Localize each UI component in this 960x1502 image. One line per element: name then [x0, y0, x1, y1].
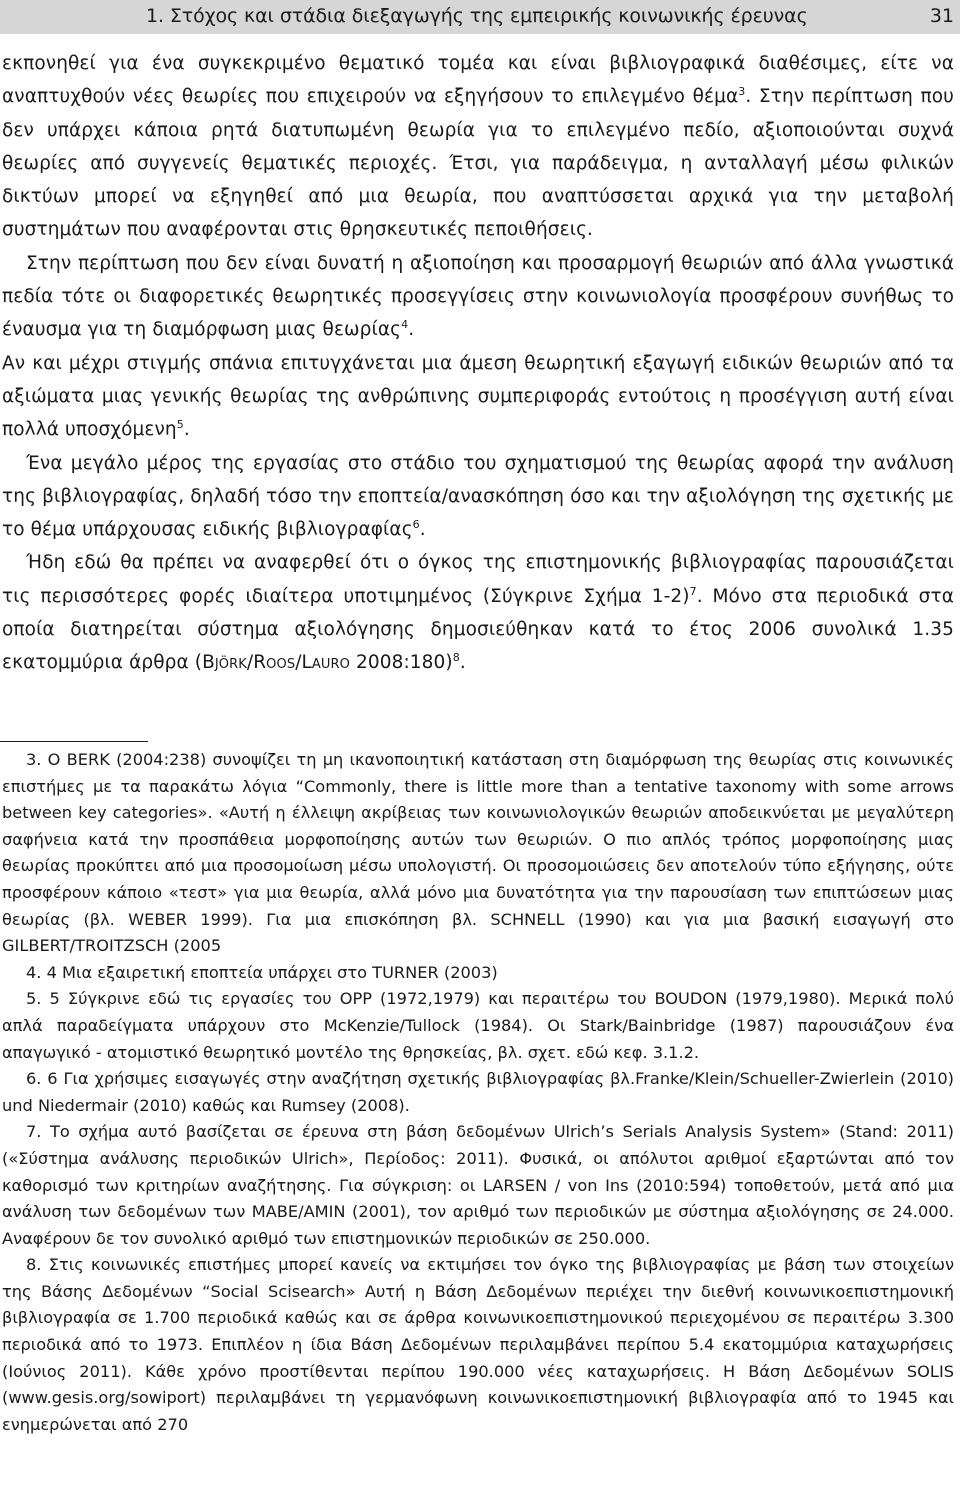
paragraph-5-end: .	[459, 652, 466, 674]
running-header	[0, 0, 960, 34]
footnote-5: 5. 5 Σύγκρινε εδώ τις εργασίες του OPP (1972,1979) και περαιτέρω του BOUDON (1979,1980). Μερικά πολύ απλά παραδείγματα υπάρχουν στο McKenzie/Tullock (1984). Οι Stark/Bainbridge (1987) παρουσιάζουν ένα απαγωγικό - ατομιστικό θεωρητικό μοντέλο της θρησκείας, βλ. σχετ. εδώ κεφ. 3.1.2.	[2, 989, 954, 1062]
footnote-6: 6. 6 Για χρήσιμες εισαγωγές στην αναζήτηση σχετικής βιβλιογραφίας βλ.Franke/Klein/Schueller-Zwierlein (2010) und Niedermair (2010) καθώς και Rumsey (2008).	[2, 1069, 954, 1115]
paragraph-5-mid: . Μόνο στα περιοδικά στα οποία διατηρείται σύστημα αξιολόγησης δημοσιεύθηκαν κατά το έτος 2006 συνολικά 1.35 εκατομμύρια άρθρα (	[2, 585, 954, 674]
paragraph-3	[2, 347, 954, 447]
paragraph-4-text: Ένα μεγάλο μέρος της εργασίας στο στάδιο του σχηματισμού της θεωρίας αφορά την ανάλυση της βιβλιογραφίας, δηλαδή τόσο την εποπτεία/ανασκόπηση όσο και την αξιολόγηση της σχετικής με το θέμα υπάρχουσας ειδικής βιβλιογραφίας	[2, 452, 954, 541]
footnote-ref-7[interactable]: 7	[689, 584, 697, 598]
paragraph-1	[2, 47, 954, 247]
footnote-ref-8[interactable]: 8	[452, 651, 460, 665]
paragraph-3-text: Αν και μέχρι στιγμής σπάνια επιτυγχάνεται μια άμεση θεωρητική εξαγωγή ειδικών θεωριών από τα αξιώματα μιας γενικής θεωρίας της ανθρώπινης συμπεριφοράς εντούτοις η προσέγγιση αυτή είναι πολλά υποσχόμενη	[2, 352, 954, 441]
chapter-title: 1. Στόχος και στάδια διεξαγωγής της εμπειρικής κοινωνικής έρευνας	[146, 5, 808, 27]
footnote-ref-4[interactable]: 4	[401, 318, 409, 332]
footnote-ref-3[interactable]: 3	[738, 85, 746, 99]
footnote-ref-6[interactable]: 6	[412, 518, 420, 531]
footnote-7: 7. Το σχήμα αυτό βασίζεται σε έρευνα στη βάση δεδομένων Ulrich’s Serials Analysis System» (Stand: 2011) («Σύστημα ανάλυσης περιοδικών Ulrich», Περίοδος: 2011). Φυσικά, οι απόλυτοι αριθμοί εξαρτώνται από τον καθορισμό των κριτηρίων αναζήτησης. Για σύγκριση: οι LARSEN / von Ins (2010:594) τοποθετούν, μετά από μια ανάλυση των δεδομένων των MABE/AMIN (2001), τον αριθμό των περιοδικών με σύστημα αξιολόγησης σε 24.000. Αναφέρουν δε τον συνολικό αριθμό των επιστημονικών περιοδικών σε 250.000.	[2, 1122, 954, 1248]
paragraph-2-text: Στην περίπτωση που δεν είναι δυνατή η αξιοποίηση και προσαρμογή θεωριών από άλλα γνωστικά πεδία τότε οι διαφορετικές θεωρητικές προσεγγίσεις στην κοινωνιολογία προσφέρουν συνήθως το έναυσμα για τη διαμόρφωση μιας θεωρίας	[2, 252, 954, 341]
footnote-separator	[0, 741, 148, 742]
footnotes	[2, 747, 954, 1438]
paragraph-3-end: .	[183, 419, 190, 441]
citation-authors: Björk/Roos/Lauro	[202, 652, 351, 674]
paragraph-1-text: εκπονηθεί για ένα συγκεκριμένο θεματικό τομέα και είναι βιβλιογραφικά διαθέσιμες, είτε να αναπτυχθούν νέες θεωρίες που επιχειρούν να εξηγήσουν το επιλεγμένο θέμα	[2, 53, 954, 108]
footnote-4: 4. 4 Μια εξαιρετική εποπτεία υπάρχει στο TURNER (2003)	[26, 962, 498, 982]
paragraph-5-text: Ήδη εδώ θα πρέπει να αναφερθεί ότι ο όγκος της επιστημονικής βιβλιογραφίας παρουσιάζεται τις περισσότερες φορές ιδιαίτερα υποτιμημένος (Σύγκρινε Σχήμα 1-2)	[2, 552, 954, 607]
footnote-3: 3. Ο BERK (2004:238) συνοψίζει τη μη ικανοποιητική κατάσταση στη διαμόρφωση της θεωρίας στις κοινωνικές επιστήμες με τα παρακάτω λόγια “Commonly, there is little more than a tentative taxonomy with some arrows between key categories». «Αυτή η έλλειψη ακρίβειας των κοινωνιολογικών θεωριών αποδεικνύεται με μεγαλύτερη σαφήνεια κατά την προσπάθεια μορφοποίησης αυτών των θεωριών. Ο πιο απλός τρόπος μορφοποίησης μιας θεωρίας προκύπτει από μια προσομοίωση μέσω υπολογιστή. Οι προσομοιώσεις δεν αποτελούν τύπο εξήγησης, ούτε προσφέρουν κάποιο «τεστ» για μια θεωρία, αλλά μόνο μια δυνατότητα για την παρουσίαση των επιπτώσεων μιας θεωρίας (βλ. WEBER 1999). Για μια επισκόπηση βλ. SCHNELL (1990) και για μια βασική εισαγωγή στο GILBERT/TROITZSCH (2005	[2, 750, 954, 956]
paragraph-2	[2, 247, 954, 347]
paragraph-1-rest: . Στην περίπτωση που δεν υπάρχει κάποια ρητά διατυπωμένη θεωρία για το επιλεγμένο πεδίο, αξιοποιούνται συχνά θεωρίες από συγγενείς θεματικές περιοχές. Έτσι, για παράδειγμα, η ανταλλαγή μέσω φιλικών δικτύων μπορεί να εξηγηθεί από μια θεωρία, που αναπτύσσεται αρχικά για την μεταβολή συστημάτων που αναφέρονται στις θρησκευτικές πεποιθήσεις.	[2, 86, 954, 241]
footnote-ref-5[interactable]: 5	[176, 418, 184, 432]
page-number: 31	[929, 5, 954, 27]
footnote-8: 8. Στις κοινωνικές επιστήμες μπορεί κανείς να εκτιμήσει τον όγκο της βιβλιογραφίας με βάση των στοιχείων της Βάσης Δεδομένων “Social Scisearch» Αυτή η Βάση Δεδομένων περιέχει την διεθνή κοινωνικοεπιστημονική βιβλιογραφία σε 1.700 περιοδικά καθώς και σε άρθρα κοινωνικοεπιστημονικού περιεχομένου σε περαιτέρω 3.300 περιοδικά από το 1973. Επιπλέον η ίδια Βάση Δεδομένων περιλαμβάνει περίπου 5.4 εκατομμύρια καταχωρήσεις (Ιούνιος 2011). Κάθε χρόνο προστίθενται περίπου 190.000 νέες καταχωρήσεις. Η Βάση Δεδομένων SOLIS (www.gesis.org/sowiport) περιλαμβάνει τη γερμανόφωνη κοινωνικοεπιστημονική βιβλιογραφία από το 1945 και ενημερώνεται από 270	[2, 1255, 954, 1434]
main-text	[2, 47, 954, 680]
paragraph-2-end: .	[408, 319, 415, 341]
paragraph-4-end: .	[419, 519, 426, 541]
paragraph-4	[2, 447, 954, 547]
citation-tail: 2008:180)	[350, 652, 453, 674]
paragraph-5	[2, 546, 954, 679]
